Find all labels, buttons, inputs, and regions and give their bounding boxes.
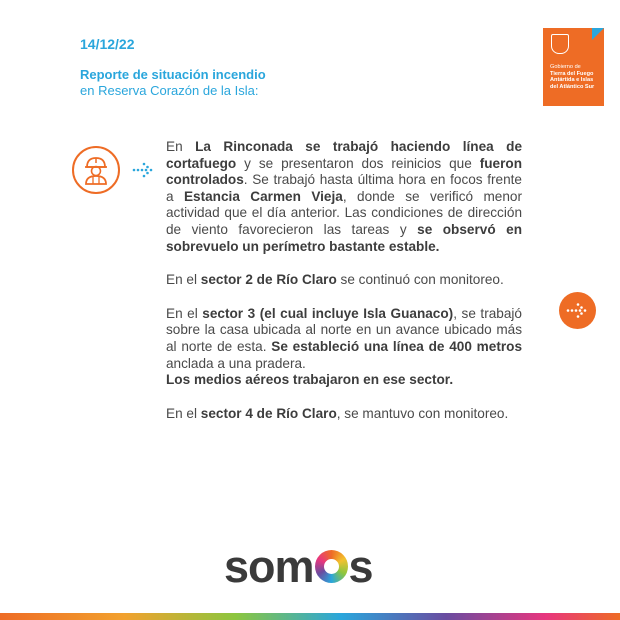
report-title [80,67,266,99]
paragraph-la-rinconada: En La Rinconada se trabajó haciendo línea de cortafuego y se presentaron dos reinicios que fueron controlados. Se trabajó hasta última hora en focos frente a Estancia Carmen Vieja, donde se verificó menor actividad que el día anterior. Las condiciones de dirección de viento favorecieron las tareas y se observó en sobrevuelo un perímetro bastante estable. [166,139,523,254]
report-date: 14/12/22 [80,36,135,52]
paragraph-sector-4: En el sector 4 de Río Claro, se mantuvo con monitoreo. [166,405,509,421]
gov-line-2: Tierra del Fuego [550,70,594,77]
government-logo [543,28,604,106]
badge-corner-fold [592,28,604,40]
firefighter-icon [72,146,120,194]
next-arrow-icon [559,292,596,329]
gov-line-3: Antártida e Islas [550,77,594,84]
report-body [166,139,522,439]
somos-logo: som s [224,541,373,592]
paragraph-sector-2: En el sector 2 de Río Claro se continuó con monitoreo. [166,272,504,288]
report-title-bold: Reporte de situación incendio [80,67,266,82]
gov-line-4: del Atlántico Sur [550,83,595,90]
rainbow-o-icon [315,550,348,583]
government-name [550,64,604,90]
crest-icon [551,34,569,54]
rainbow-footer-bar [0,613,620,620]
paragraph-sector-3: En el sector 3 (el cual incluye Isla Guanaco), se trabajó sobre la casa ubicada al norte en un avance ubicado más al norte de esta. Se estableció una línea de 400 metros anclada a una pradera. Los medios aéreos trabajaron en ese sector. [166,305,523,388]
gov-line-1: Gobierno de [550,64,581,70]
dotted-arrow-icon [132,160,156,185]
report-title-subtitle: en Reserva Corazón de la Isla: [80,83,259,98]
next-slide-button[interactable] [559,292,596,329]
